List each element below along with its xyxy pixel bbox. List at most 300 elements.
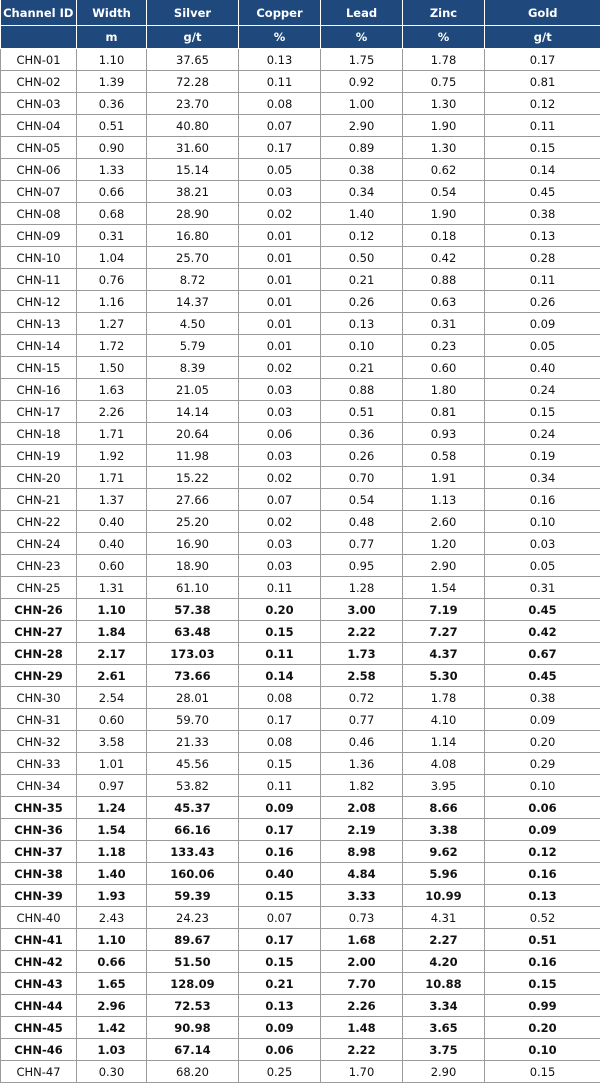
cell-copper: 0.17 <box>239 929 321 951</box>
cell-zinc: 3.65 <box>403 1017 485 1039</box>
cell-zinc: 9.62 <box>403 841 485 863</box>
cell-zinc: 4.08 <box>403 753 485 775</box>
cell-gold: 0.40 <box>485 357 600 379</box>
table-row <box>1 269 600 291</box>
cell-gold: 0.42 <box>485 621 600 643</box>
cell-copper: 0.09 <box>239 797 321 819</box>
cell-channel-id: CHN-02 <box>1 71 77 93</box>
cell-silver: 15.14 <box>147 159 239 181</box>
cell-gold: 0.14 <box>485 159 600 181</box>
cell-zinc: 1.54 <box>403 577 485 599</box>
cell-channel-id: CHN-14 <box>1 335 77 357</box>
cell-channel-id: CHN-33 <box>1 753 77 775</box>
cell-silver: 57.38 <box>147 599 239 621</box>
cell-zinc: 0.63 <box>403 291 485 313</box>
cell-width: 0.68 <box>77 203 147 225</box>
cell-width: 1.71 <box>77 467 147 489</box>
cell-lead: 0.50 <box>321 247 403 269</box>
cell-width: 2.43 <box>77 907 147 929</box>
cell-channel-id: CHN-37 <box>1 841 77 863</box>
cell-width: 1.63 <box>77 379 147 401</box>
table-row <box>1 797 600 819</box>
cell-zinc: 0.18 <box>403 225 485 247</box>
cell-silver: 90.98 <box>147 1017 239 1039</box>
cell-copper: 0.03 <box>239 555 321 577</box>
cell-width: 2.17 <box>77 643 147 665</box>
cell-lead: 1.70 <box>321 1061 403 1083</box>
table-header <box>1 0 600 49</box>
table-row <box>1 841 600 863</box>
cell-zinc: 2.90 <box>403 1061 485 1083</box>
cell-width: 1.65 <box>77 973 147 995</box>
cell-width: 0.66 <box>77 181 147 203</box>
cell-gold: 0.09 <box>485 819 600 841</box>
cell-silver: 66.16 <box>147 819 239 841</box>
unit-channel-id <box>1 26 77 49</box>
cell-lead: 1.68 <box>321 929 403 951</box>
table-row <box>1 401 600 423</box>
cell-channel-id: CHN-20 <box>1 467 77 489</box>
cell-zinc: 1.78 <box>403 687 485 709</box>
cell-width: 0.30 <box>77 1061 147 1083</box>
cell-copper: 0.15 <box>239 885 321 907</box>
cell-channel-id: CHN-39 <box>1 885 77 907</box>
cell-silver: 14.14 <box>147 401 239 423</box>
cell-channel-id: CHN-40 <box>1 907 77 929</box>
cell-channel-id: CHN-03 <box>1 93 77 115</box>
cell-width: 0.97 <box>77 775 147 797</box>
table-row <box>1 335 600 357</box>
cell-gold: 0.81 <box>485 71 600 93</box>
cell-width: 1.10 <box>77 929 147 951</box>
cell-channel-id: CHN-15 <box>1 357 77 379</box>
cell-lead: 4.84 <box>321 863 403 885</box>
column-header-width: Width <box>77 0 147 26</box>
cell-channel-id: CHN-11 <box>1 269 77 291</box>
cell-lead: 0.21 <box>321 357 403 379</box>
cell-lead: 0.88 <box>321 379 403 401</box>
cell-channel-id: CHN-17 <box>1 401 77 423</box>
cell-silver: 16.80 <box>147 225 239 247</box>
cell-copper: 0.06 <box>239 423 321 445</box>
table-row <box>1 951 600 973</box>
cell-zinc: 0.93 <box>403 423 485 445</box>
cell-zinc: 8.66 <box>403 797 485 819</box>
cell-copper: 0.05 <box>239 159 321 181</box>
cell-copper: 0.08 <box>239 731 321 753</box>
cell-lead: 3.00 <box>321 599 403 621</box>
cell-channel-id: CHN-44 <box>1 995 77 1017</box>
cell-lead: 7.70 <box>321 973 403 995</box>
cell-zinc: 0.81 <box>403 401 485 423</box>
table-row <box>1 907 600 929</box>
cell-copper: 0.20 <box>239 599 321 621</box>
table-row <box>1 1061 600 1083</box>
cell-copper: 0.14 <box>239 665 321 687</box>
cell-zinc: 10.99 <box>403 885 485 907</box>
column-header-copper: Copper <box>239 0 321 26</box>
table-row <box>1 423 600 445</box>
cell-width: 1.84 <box>77 621 147 643</box>
cell-silver: 59.39 <box>147 885 239 907</box>
cell-gold: 0.45 <box>485 181 600 203</box>
table-row <box>1 159 600 181</box>
cell-copper: 0.03 <box>239 533 321 555</box>
cell-lead: 2.58 <box>321 665 403 687</box>
table-row <box>1 709 600 731</box>
cell-zinc: 3.95 <box>403 775 485 797</box>
table-row <box>1 577 600 599</box>
cell-gold: 0.26 <box>485 291 600 313</box>
cell-channel-id: CHN-19 <box>1 445 77 467</box>
cell-zinc: 1.91 <box>403 467 485 489</box>
cell-copper: 0.01 <box>239 313 321 335</box>
cell-channel-id: CHN-41 <box>1 929 77 951</box>
cell-zinc: 0.62 <box>403 159 485 181</box>
cell-copper: 0.06 <box>239 1039 321 1061</box>
cell-copper: 0.09 <box>239 1017 321 1039</box>
cell-silver: 15.22 <box>147 467 239 489</box>
cell-copper: 0.03 <box>239 379 321 401</box>
cell-channel-id: CHN-24 <box>1 533 77 555</box>
cell-silver: 72.28 <box>147 71 239 93</box>
cell-lead: 1.40 <box>321 203 403 225</box>
cell-copper: 0.01 <box>239 335 321 357</box>
cell-zinc: 0.58 <box>403 445 485 467</box>
cell-gold: 0.10 <box>485 775 600 797</box>
cell-gold: 0.12 <box>485 841 600 863</box>
cell-copper: 0.02 <box>239 467 321 489</box>
cell-width: 2.96 <box>77 995 147 1017</box>
cell-zinc: 0.75 <box>403 71 485 93</box>
cell-width: 0.36 <box>77 93 147 115</box>
cell-zinc: 2.90 <box>403 555 485 577</box>
cell-lead: 8.98 <box>321 841 403 863</box>
column-header-lead: Lead <box>321 0 403 26</box>
cell-width: 1.24 <box>77 797 147 819</box>
cell-lead: 1.28 <box>321 577 403 599</box>
table-row <box>1 93 600 115</box>
cell-gold: 0.45 <box>485 665 600 687</box>
cell-copper: 0.11 <box>239 577 321 599</box>
cell-copper: 0.02 <box>239 203 321 225</box>
cell-lead: 0.13 <box>321 313 403 335</box>
cell-copper: 0.40 <box>239 863 321 885</box>
cell-channel-id: CHN-26 <box>1 599 77 621</box>
table-row <box>1 753 600 775</box>
cell-copper: 0.13 <box>239 49 321 71</box>
cell-gold: 0.15 <box>485 401 600 423</box>
unit-gold: g/t <box>485 26 600 49</box>
cell-channel-id: CHN-38 <box>1 863 77 885</box>
column-header-gold: Gold <box>485 0 600 26</box>
cell-width: 1.40 <box>77 863 147 885</box>
cell-gold: 0.24 <box>485 379 600 401</box>
cell-zinc: 3.38 <box>403 819 485 841</box>
cell-lead: 0.48 <box>321 511 403 533</box>
cell-width: 1.10 <box>77 49 147 71</box>
cell-width: 1.18 <box>77 841 147 863</box>
cell-zinc: 7.19 <box>403 599 485 621</box>
cell-silver: 51.50 <box>147 951 239 973</box>
cell-lead: 0.10 <box>321 335 403 357</box>
table-row <box>1 775 600 797</box>
cell-gold: 0.09 <box>485 709 600 731</box>
cell-zinc: 2.27 <box>403 929 485 951</box>
cell-copper: 0.11 <box>239 643 321 665</box>
cell-width: 1.39 <box>77 71 147 93</box>
cell-lead: 0.73 <box>321 907 403 929</box>
cell-silver: 63.48 <box>147 621 239 643</box>
cell-lead: 3.33 <box>321 885 403 907</box>
cell-copper: 0.25 <box>239 1061 321 1083</box>
cell-width: 0.40 <box>77 533 147 555</box>
cell-lead: 0.77 <box>321 533 403 555</box>
table-row <box>1 467 600 489</box>
cell-gold: 0.15 <box>485 137 600 159</box>
table-row <box>1 555 600 577</box>
cell-channel-id: CHN-16 <box>1 379 77 401</box>
cell-channel-id: CHN-30 <box>1 687 77 709</box>
table-row <box>1 599 600 621</box>
cell-silver: 31.60 <box>147 137 239 159</box>
cell-gold: 0.24 <box>485 423 600 445</box>
cell-channel-id: CHN-07 <box>1 181 77 203</box>
cell-lead: 0.54 <box>321 489 403 511</box>
table-row <box>1 115 600 137</box>
cell-width: 0.60 <box>77 555 147 577</box>
cell-zinc: 4.10 <box>403 709 485 731</box>
cell-width: 1.33 <box>77 159 147 181</box>
cell-copper: 0.03 <box>239 445 321 467</box>
cell-width: 0.76 <box>77 269 147 291</box>
table-row <box>1 973 600 995</box>
cell-lead: 2.08 <box>321 797 403 819</box>
cell-width: 1.16 <box>77 291 147 313</box>
cell-gold: 0.16 <box>485 863 600 885</box>
cell-zinc: 0.23 <box>403 335 485 357</box>
cell-width: 1.04 <box>77 247 147 269</box>
table-row <box>1 489 600 511</box>
table-row <box>1 1017 600 1039</box>
cell-silver: 45.37 <box>147 797 239 819</box>
cell-channel-id: CHN-28 <box>1 643 77 665</box>
cell-lead: 1.36 <box>321 753 403 775</box>
cell-channel-id: CHN-08 <box>1 203 77 225</box>
cell-copper: 0.01 <box>239 269 321 291</box>
table-row <box>1 313 600 335</box>
unit-header-row <box>1 26 600 49</box>
cell-silver: 27.66 <box>147 489 239 511</box>
cell-channel-id: CHN-32 <box>1 731 77 753</box>
cell-width: 1.71 <box>77 423 147 445</box>
cell-lead: 0.38 <box>321 159 403 181</box>
cell-lead: 0.72 <box>321 687 403 709</box>
cell-channel-id: CHN-25 <box>1 577 77 599</box>
cell-copper: 0.17 <box>239 137 321 159</box>
cell-gold: 0.38 <box>485 203 600 225</box>
table-row <box>1 687 600 709</box>
cell-lead: 1.82 <box>321 775 403 797</box>
cell-silver: 45.56 <box>147 753 239 775</box>
cell-lead: 0.95 <box>321 555 403 577</box>
cell-width: 1.37 <box>77 489 147 511</box>
cell-zinc: 1.14 <box>403 731 485 753</box>
cell-silver: 8.39 <box>147 357 239 379</box>
cell-channel-id: CHN-10 <box>1 247 77 269</box>
cell-gold: 0.67 <box>485 643 600 665</box>
cell-gold: 0.05 <box>485 555 600 577</box>
cell-gold: 0.05 <box>485 335 600 357</box>
unit-lead: % <box>321 26 403 49</box>
cell-width: 1.27 <box>77 313 147 335</box>
cell-silver: 38.21 <box>147 181 239 203</box>
cell-channel-id: CHN-34 <box>1 775 77 797</box>
cell-silver: 23.70 <box>147 93 239 115</box>
cell-channel-id: CHN-43 <box>1 973 77 995</box>
cell-width: 2.61 <box>77 665 147 687</box>
cell-copper: 0.11 <box>239 775 321 797</box>
cell-channel-id: CHN-46 <box>1 1039 77 1061</box>
cell-silver: 40.80 <box>147 115 239 137</box>
cell-silver: 53.82 <box>147 775 239 797</box>
cell-gold: 0.06 <box>485 797 600 819</box>
table-row <box>1 863 600 885</box>
unit-zinc: % <box>403 26 485 49</box>
cell-zinc: 0.88 <box>403 269 485 291</box>
cell-gold: 0.13 <box>485 885 600 907</box>
cell-silver: 21.05 <box>147 379 239 401</box>
cell-channel-id: CHN-31 <box>1 709 77 731</box>
cell-channel-id: CHN-27 <box>1 621 77 643</box>
cell-channel-id: CHN-13 <box>1 313 77 335</box>
cell-lead: 0.36 <box>321 423 403 445</box>
cell-lead: 2.22 <box>321 621 403 643</box>
cell-lead: 0.77 <box>321 709 403 731</box>
cell-width: 1.42 <box>77 1017 147 1039</box>
cell-zinc: 1.78 <box>403 49 485 71</box>
cell-silver: 67.14 <box>147 1039 239 1061</box>
cell-lead: 1.00 <box>321 93 403 115</box>
cell-copper: 0.01 <box>239 225 321 247</box>
cell-zinc: 1.90 <box>403 115 485 137</box>
cell-silver: 21.33 <box>147 731 239 753</box>
cell-lead: 0.12 <box>321 225 403 247</box>
cell-silver: 72.53 <box>147 995 239 1017</box>
cell-silver: 173.03 <box>147 643 239 665</box>
cell-lead: 0.26 <box>321 291 403 313</box>
cell-width: 1.93 <box>77 885 147 907</box>
cell-gold: 0.10 <box>485 1039 600 1061</box>
cell-silver: 5.79 <box>147 335 239 357</box>
cell-zinc: 7.27 <box>403 621 485 643</box>
cell-copper: 0.03 <box>239 401 321 423</box>
cell-gold: 0.52 <box>485 907 600 929</box>
cell-lead: 2.19 <box>321 819 403 841</box>
column-header-channel-id: Channel ID <box>1 0 77 26</box>
cell-silver: 160.06 <box>147 863 239 885</box>
cell-zinc: 1.13 <box>403 489 485 511</box>
cell-copper: 0.13 <box>239 995 321 1017</box>
cell-silver: 37.65 <box>147 49 239 71</box>
cell-width: 1.54 <box>77 819 147 841</box>
cell-lead: 2.26 <box>321 995 403 1017</box>
cell-silver: 73.66 <box>147 665 239 687</box>
cell-gold: 0.20 <box>485 1017 600 1039</box>
cell-zinc: 0.60 <box>403 357 485 379</box>
cell-zinc: 5.30 <box>403 665 485 687</box>
cell-channel-id: CHN-36 <box>1 819 77 841</box>
table-row <box>1 819 600 841</box>
cell-zinc: 3.34 <box>403 995 485 1017</box>
cell-silver: 61.10 <box>147 577 239 599</box>
column-header-zinc: Zinc <box>403 0 485 26</box>
cell-width: 1.10 <box>77 599 147 621</box>
cell-silver: 11.98 <box>147 445 239 467</box>
table-row <box>1 511 600 533</box>
table-row <box>1 203 600 225</box>
cell-channel-id: CHN-21 <box>1 489 77 511</box>
cell-gold: 0.10 <box>485 511 600 533</box>
cell-channel-id: CHN-22 <box>1 511 77 533</box>
cell-gold: 0.29 <box>485 753 600 775</box>
cell-lead: 0.89 <box>321 137 403 159</box>
cell-copper: 0.21 <box>239 973 321 995</box>
cell-channel-id: CHN-23 <box>1 555 77 577</box>
cell-copper: 0.08 <box>239 93 321 115</box>
cell-silver: 8.72 <box>147 269 239 291</box>
cell-zinc: 1.30 <box>403 93 485 115</box>
cell-copper: 0.16 <box>239 841 321 863</box>
cell-width: 0.60 <box>77 709 147 731</box>
cell-lead: 1.48 <box>321 1017 403 1039</box>
table-row <box>1 885 600 907</box>
cell-copper: 0.17 <box>239 709 321 731</box>
cell-zinc: 1.20 <box>403 533 485 555</box>
cell-copper: 0.01 <box>239 247 321 269</box>
cell-gold: 0.16 <box>485 489 600 511</box>
cell-width: 1.92 <box>77 445 147 467</box>
cell-copper: 0.15 <box>239 621 321 643</box>
table-row <box>1 1039 600 1061</box>
cell-channel-id: CHN-45 <box>1 1017 77 1039</box>
cell-width: 0.66 <box>77 951 147 973</box>
cell-silver: 133.43 <box>147 841 239 863</box>
cell-silver: 59.70 <box>147 709 239 731</box>
cell-gold: 0.11 <box>485 115 600 137</box>
table-row <box>1 71 600 93</box>
cell-width: 1.72 <box>77 335 147 357</box>
cell-gold: 0.34 <box>485 467 600 489</box>
cell-silver: 28.01 <box>147 687 239 709</box>
unit-copper: % <box>239 26 321 49</box>
cell-gold: 0.16 <box>485 951 600 973</box>
table-row <box>1 445 600 467</box>
cell-gold: 0.15 <box>485 973 600 995</box>
cell-zinc: 10.88 <box>403 973 485 995</box>
cell-copper: 0.07 <box>239 115 321 137</box>
cell-lead: 0.92 <box>321 71 403 93</box>
cell-gold: 0.13 <box>485 225 600 247</box>
cell-zinc: 4.37 <box>403 643 485 665</box>
cell-gold: 0.11 <box>485 269 600 291</box>
cell-width: 1.50 <box>77 357 147 379</box>
table-row <box>1 247 600 269</box>
cell-silver: 16.90 <box>147 533 239 555</box>
cell-channel-id: CHN-42 <box>1 951 77 973</box>
cell-zinc: 3.75 <box>403 1039 485 1061</box>
cell-lead: 1.73 <box>321 643 403 665</box>
